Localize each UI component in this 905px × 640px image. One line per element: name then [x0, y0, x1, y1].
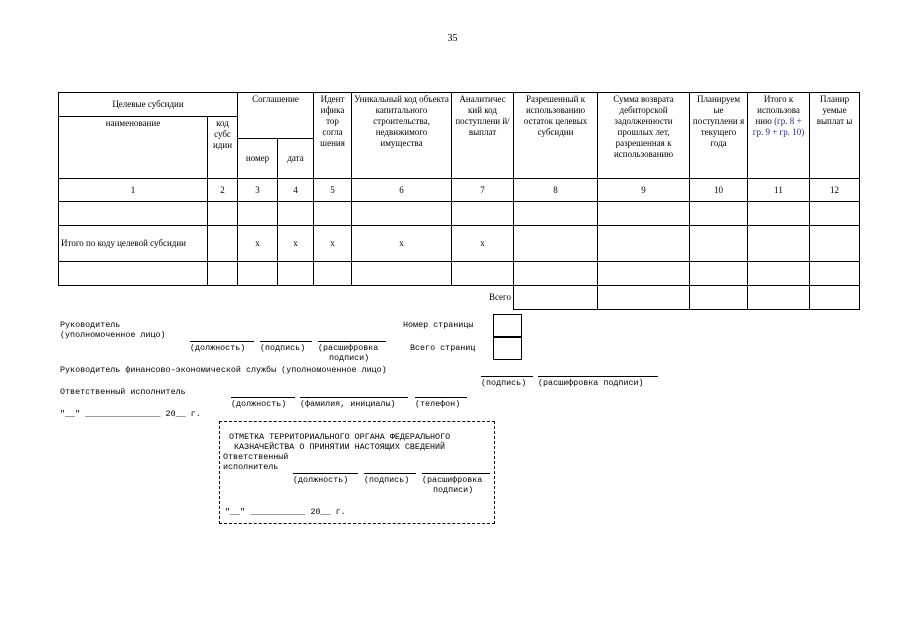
stamp-position-caption: (должность) — [293, 475, 349, 485]
header-number: номер — [238, 139, 278, 179]
col-num-7: 7 — [452, 179, 514, 202]
col-num-2: 2 — [208, 179, 238, 202]
header-planned-income: Планируем ые поступлени я текущего года — [690, 93, 748, 179]
header-name: наименование — [59, 117, 208, 179]
x-mark: x — [352, 226, 452, 262]
stamp-decode-caption-2: подписи) — [433, 485, 474, 495]
fin-decode-line[interactable] — [538, 376, 658, 377]
header-unique-code: Уникальный код объекта капитального строительства, недвижимого имущества — [352, 93, 452, 179]
head-signature-caption: (подпись) — [260, 343, 306, 353]
stamp-responsible: Ответственный — [223, 452, 289, 462]
x-mark: x — [314, 226, 352, 262]
resp-fio-line[interactable] — [300, 397, 408, 398]
fin-head-label: Руководитель финансово-экономической службы (уполномоченное лицо) — [60, 365, 387, 375]
subtotal-row — [59, 226, 860, 262]
page-number-label: Номер страницы — [403, 320, 474, 330]
stamp-signature-line[interactable] — [364, 473, 416, 474]
head-sublabel: (уполномоченное лицо) — [60, 330, 166, 340]
col-num-4: 4 — [278, 179, 314, 202]
x-mark: x — [238, 226, 278, 262]
col-num-11: 11 — [748, 179, 810, 202]
stamp-signature-caption: (подпись) — [364, 475, 410, 485]
total-use-formula: (гр. 8 + гр. 9 + гр. 10) — [752, 116, 805, 137]
stamp-date-line: "__" ___________ 20__ г. — [225, 507, 346, 517]
header-return-sum: Сумма возврата дебиторской задолженности прошлых лет, разрешенная к использованию — [598, 93, 690, 179]
col-num-9: 9 — [598, 179, 690, 202]
stamp-responsible-2: исполнитель — [223, 462, 279, 472]
head-decode-line[interactable] — [318, 341, 386, 342]
col-num-12: 12 — [810, 179, 860, 202]
total-row — [59, 286, 860, 310]
resp-phone-line[interactable] — [415, 397, 467, 398]
fin-signature-line[interactable] — [481, 376, 533, 377]
total-pages-box[interactable] — [493, 336, 522, 360]
head-position-caption: (должность) — [190, 343, 246, 353]
stamp-decode-line[interactable] — [422, 473, 490, 474]
header-code: код субс идии — [208, 117, 238, 179]
header-agreement: Соглашение — [238, 93, 314, 139]
subsidy-table — [58, 92, 860, 310]
page-number: 35 — [447, 33, 458, 44]
column-number-row — [59, 179, 860, 202]
stamp-title: ОТМЕТКА ТЕРРИТОРИАЛЬНОГО ОРГАНА ФЕДЕРАЛЬНОГО — [229, 432, 451, 442]
header-date: дата — [278, 139, 314, 179]
x-mark: x — [278, 226, 314, 262]
col-num-6: 6 — [352, 179, 452, 202]
fin-signature-caption: (подпись) — [481, 378, 527, 388]
head-position-line[interactable] — [190, 341, 254, 342]
date-line: "__" _______________ 20__ г. — [60, 409, 201, 419]
table-row — [59, 262, 860, 286]
col-num-5: 5 — [314, 179, 352, 202]
resp-phone-caption: (телефон) — [415, 399, 461, 409]
stamp-title-2: КАЗНАЧЕЙСТВА О ПРИНЯТИИ НАСТОЯЩИХ СВЕДЕНИЙ — [234, 442, 446, 452]
resp-position-line[interactable] — [231, 397, 295, 398]
page-number-box[interactable] — [493, 314, 522, 338]
header-identifier: Идент ифика тор согла шения — [314, 93, 352, 179]
head-decode-caption-2: подписи) — [329, 353, 370, 363]
head-decode-caption: (расшифровка — [318, 343, 379, 353]
header-permitted-remainder: Разрешенный к использованию остаток целевых субсидии — [514, 93, 598, 179]
col-num-1: 1 — [59, 179, 208, 202]
stamp-decode-caption: (расшифровка — [422, 475, 483, 485]
header-planned-payments: Планир уемые выплат ы — [810, 93, 860, 179]
total-label: Всего — [59, 286, 514, 310]
col-num-8: 8 — [514, 179, 598, 202]
subtotal-label: Итого по коду целевой субсидии — [59, 226, 208, 262]
fin-decode-caption: (расшифровка подписи) — [538, 378, 644, 388]
head-signature-line[interactable] — [260, 341, 312, 342]
head-label: Руководитель — [60, 320, 121, 330]
x-mark: x — [452, 226, 514, 262]
header-analytic-code: Аналитичес кий код поступлени й/выплат — [452, 93, 514, 179]
total-pages-label: Всего страниц — [410, 343, 476, 353]
col-num-10: 10 — [690, 179, 748, 202]
stamp-position-line[interactable] — [293, 473, 358, 474]
table-row — [59, 202, 860, 226]
resp-fio-caption: (фамилия, инициалы) — [300, 399, 396, 409]
resp-position-caption: (должность) — [231, 399, 287, 409]
total-use-label: Итого к использова нию — [755, 94, 800, 126]
responsible-label: Ответственный исполнитель — [60, 387, 186, 397]
header-total-use — [748, 93, 810, 179]
col-num-3: 3 — [238, 179, 278, 202]
header-target-subsidies: Целевые субсидии — [59, 93, 238, 117]
